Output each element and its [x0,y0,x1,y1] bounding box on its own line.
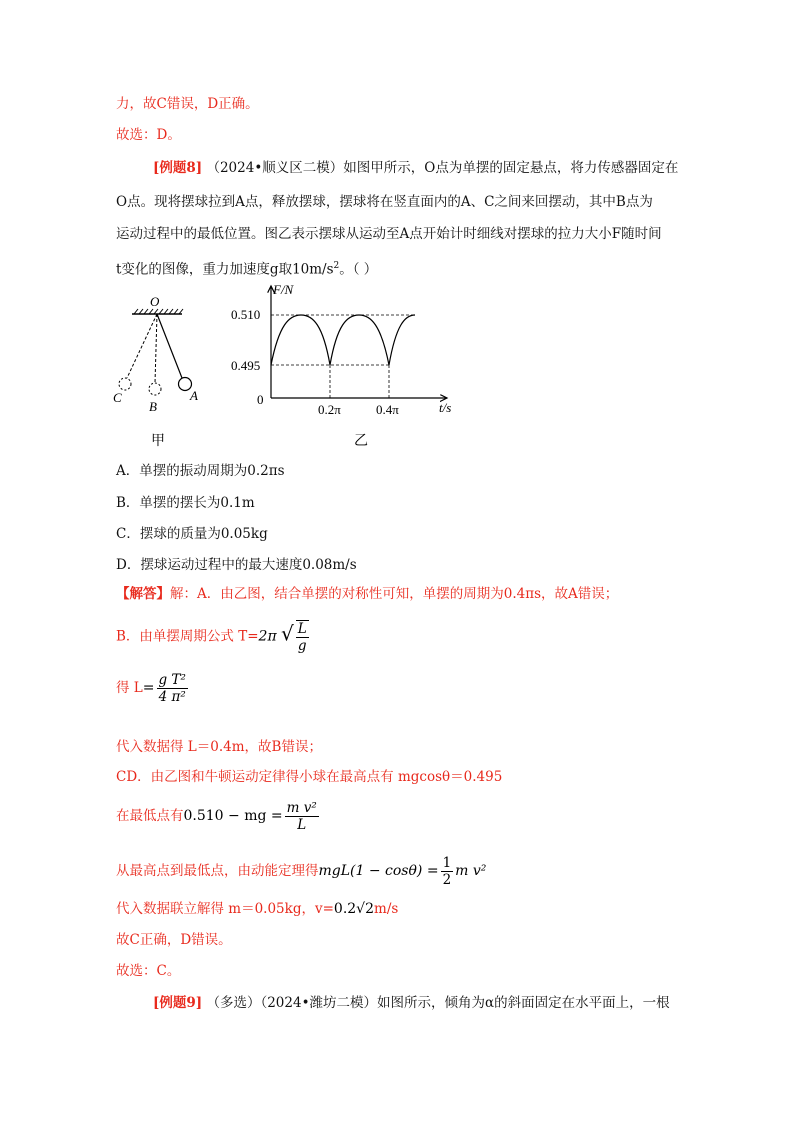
solution-line-10: 故选：C。 [116,963,181,979]
solution-line-3 [116,672,190,705]
example-9-intro: （多选）（2024•潍坊二模）如图所示，倾角为α的斜面固定在水平面上，一根 [206,995,670,1011]
example-8-line-4-text: t变化的图像，重力加速度g取10m/s [116,261,334,278]
solution-line-6 [116,800,321,833]
text-line-2: 故选：D。 [116,127,181,143]
option-B: B．单摆的摆长为0.1m [116,495,255,511]
x-tick-0.2pi: 0.2π [318,402,341,417]
solution-line-4: 代入数据得 L＝0.4m，故B错误； [116,739,322,755]
solution-lowest-point: 在最低点有 [116,808,184,824]
x-tick-0.4pi: 0.4π [376,402,399,417]
solution-line-7 [116,855,486,888]
solution-result: 代入数据联立解得 m＝0.05kg，v= [116,901,334,917]
fraction-mv2-over-L [285,800,319,833]
answer-blank: 。（ ） [339,261,378,278]
example-9-tag: [例题9] [153,995,203,1011]
formula-2pi: 2π [258,628,277,645]
denominator-L: L [297,817,307,833]
option-C: C．摆球的质量为0.05kg [116,526,268,542]
label-O: O [150,294,160,309]
fraction-one-half [441,855,454,888]
denominator-4pi2: 4 π² [158,689,186,705]
string-B [155,314,157,383]
solution-line-1 [116,584,618,604]
example-9-line-1 [153,993,670,1013]
formula-energy: mgL(1 − cosθ) = [318,863,439,879]
example-8-intro: （2024•顺义区二模）如图甲所示，O点为单摆的固定悬点，将力传感器固定在 [206,160,679,176]
fraction-gT2-over-4pi2 [157,672,188,705]
numerator-mv2: m v² [286,800,317,816]
origin-label: 0 [257,392,264,407]
force-time-chart [225,280,485,425]
formula-v: 0.2√2 [333,901,375,917]
force-curve [271,315,415,365]
solution-get-L: 得 L [116,680,143,696]
string-A [157,314,182,378]
solution-line-5: CD．由乙图和牛顿运动定律得小球在最高点有 mgcosθ＝0.495 [116,769,503,785]
ball-B [149,383,161,395]
caption-jia: 甲 [151,433,165,449]
option-A: A．单摆的振动周期为0.2πs [116,463,285,479]
fraction-L-over-g [296,620,309,654]
y-tick-high: 0.510 [231,307,261,322]
example-8-line-3: 运动过程中的最低位置。图乙表示摆球从运动至A点开始计时细线对摆球的拉力大小F随时间 [116,226,662,242]
formula-lowest: 0.510 − mg = [183,808,283,824]
numerator-L: L [297,621,307,637]
superscript-2: 2 [333,261,340,271]
denominator-2: 2 [442,872,452,888]
formula-mv2: m v² [455,863,487,879]
text-line-1: 力，故C错误，D正确。 [116,96,259,112]
solution-b-text: B．由单摆周期公式 T= [116,628,259,645]
pendulum-figure [108,290,218,450]
option-D: D．摆球运动过程中的最大速度0.08m/s [116,557,357,573]
label-C: C [113,390,122,405]
solution-line-9: 故C正确，D错误。 [116,932,232,948]
example-8-line-4 [116,256,377,280]
y-tick-low: 0.495 [231,358,261,373]
solution-line-8 [116,899,398,919]
label-B: B [149,399,157,414]
string-C [127,314,157,378]
solution-a: 解：A．由乙图，结合单摆的对称性可知，单摆的周期为0.4πs，故A错误； [170,586,619,602]
unit-ms: m/s [374,901,399,917]
x-axis-label: t/s [439,400,452,415]
example-8-line-2: O点。现将摆球拉到A点，释放摆球，摆球将在竖直面内的A、C之间来回摆动，其中B点为 [116,194,653,210]
numerator-1: 1 [442,855,452,871]
solution-tag: 【解答】 [116,586,170,602]
solution-line-2 [116,620,311,654]
denominator-g: g [297,638,307,654]
label-A: A [190,388,198,403]
numerator-gT2: g T² [158,672,186,688]
ball-C [119,378,131,390]
equals-sign: = [142,680,155,696]
y-axis-label: F/N [273,282,294,297]
solution-energy: 从最高点到最低点，由动能定理得 [116,863,319,879]
example-8-line-1 [153,158,678,178]
example-8-tag: [例题8] [153,160,203,176]
caption-yi: 乙 [354,433,368,449]
sqrt-symbol: √ [280,621,294,646]
